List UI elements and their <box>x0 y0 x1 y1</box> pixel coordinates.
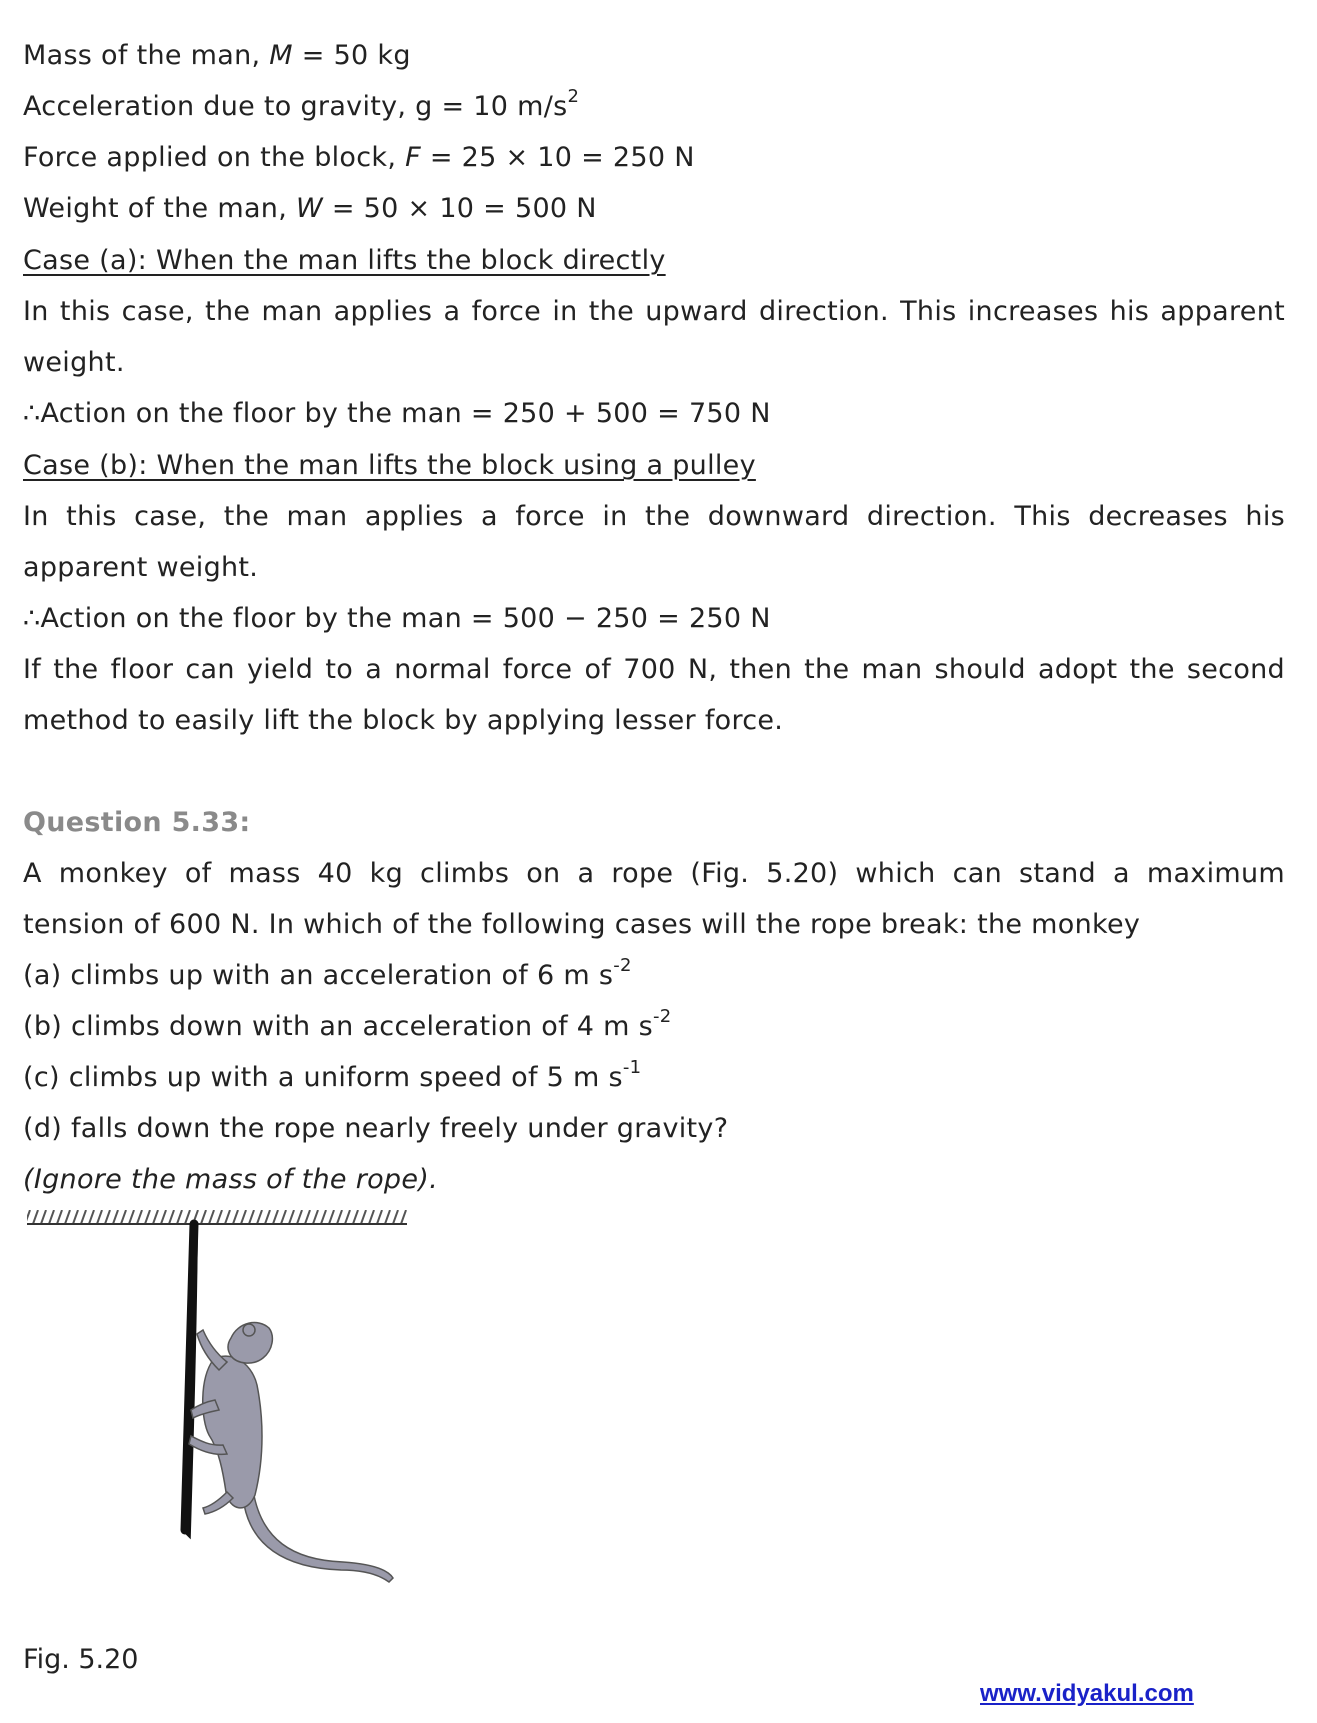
monkey-tail <box>243 1490 393 1582</box>
option-a-text: (a) climbs up with an acceleration of 6 m s <box>23 960 614 991</box>
option-a <box>23 955 632 994</box>
mass-line <box>23 38 411 74</box>
force-value: = 25 × 10 = 250 N <box>420 142 695 173</box>
weight-line <box>23 191 597 227</box>
case-a-heading: Case (a): When the man lifts the block directly <box>23 245 666 276</box>
case-b-heading: Case (b): When the man lifts the block using a pulley <box>23 450 756 481</box>
option-d: (d) falls down the rope nearly freely under gravity? <box>23 1113 729 1144</box>
vidyakul-link[interactable]: www.vidyakul.com <box>980 1680 1194 1707</box>
option-c <box>23 1057 642 1096</box>
monkey-rope-figure <box>23 1210 423 1630</box>
force-symbol: F <box>405 142 421 173</box>
gravity-line <box>23 86 580 125</box>
case-a-paragraph-line1: In this case, the man applies a force in the upward direction. This increases his apparent <box>23 296 1285 327</box>
case-a-result: ∴Action on the floor by the man = 250 + 500 = 750 N <box>23 398 771 429</box>
ceiling-hatch <box>27 1210 407 1224</box>
question-note: (Ignore the mass of the rope). <box>23 1164 439 1195</box>
case-b-paragraph-line1: In this case, the man applies a force in the downward direction. This decreases his <box>23 501 1285 532</box>
force-line <box>23 140 695 176</box>
mass-value: = 50 kg <box>292 40 411 71</box>
mass-symbol: M <box>269 40 293 71</box>
case-b-paragraph-line2: apparent weight. <box>23 552 259 583</box>
monkey-torso <box>203 1356 262 1508</box>
option-c-exponent: -1 <box>622 1057 642 1078</box>
rope-line <box>185 1224 194 1530</box>
force-label: Force applied on the block, <box>23 142 406 173</box>
weight-label: Weight of the man, <box>23 193 296 224</box>
question-line2: tension of 600 N. In which of the following cases will the rope break: the monkey <box>23 909 1141 940</box>
monkey-rope-illustration <box>23 1210 423 1630</box>
option-b-exponent: -2 <box>653 1006 672 1027</box>
option-c-text: (c) climbs up with a uniform speed of 5 m s <box>23 1062 623 1093</box>
option-b <box>23 1006 672 1045</box>
question-line1: A monkey of mass 40 kg climbs on a rope (Fig. 5.20) which can stand a maximum <box>23 858 1285 889</box>
case-b-result: ∴Action on the floor by the man = 500 − 250 = 250 N <box>23 603 771 634</box>
monkey-ear <box>243 1324 255 1336</box>
weight-symbol: W <box>295 193 323 224</box>
option-a-exponent: -2 <box>613 955 632 976</box>
monkey <box>189 1323 393 1582</box>
case-a-paragraph-line2: weight. <box>23 347 125 378</box>
option-b-text: (b) climbs down with an acceleration of 4 m s <box>23 1011 653 1042</box>
mass-label: Mass of the man, <box>23 40 270 71</box>
monkey-foot <box>203 1492 233 1514</box>
weight-value: = 50 × 10 = 500 N <box>322 193 597 224</box>
question-heading: Question 5.33: <box>23 807 251 838</box>
figure-caption: Fig. 5.20 <box>23 1644 139 1675</box>
conclusion-line1: If the floor can yield to a normal force of 700 N, then the man should adopt the second <box>23 654 1285 685</box>
gravity-text: Acceleration due to gravity, g = 10 m/s <box>23 91 568 122</box>
gravity-exponent: 2 <box>567 86 580 107</box>
conclusion-line2: method to easily lift the block by applying lesser force. <box>23 705 784 736</box>
